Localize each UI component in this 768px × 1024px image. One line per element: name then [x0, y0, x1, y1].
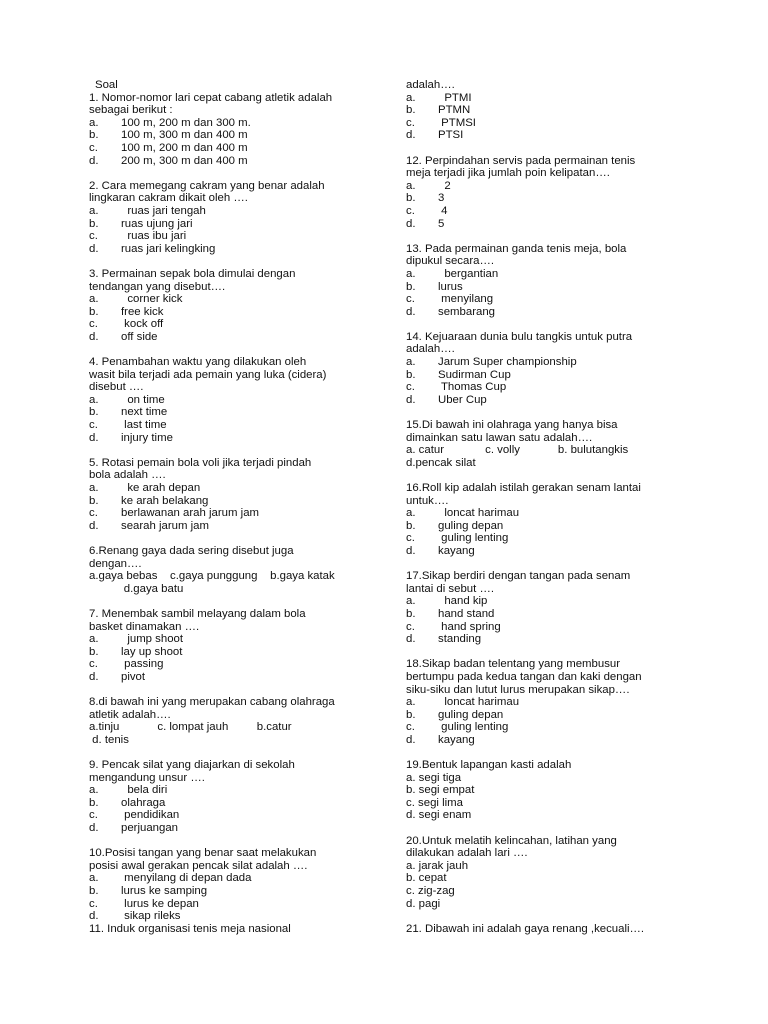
question-stem: 7. Menembak sambil melayang dalam bola basket dinamakan …. — [89, 607, 306, 633]
option-letter: a. — [406, 179, 416, 192]
answer-option — [89, 658, 379, 671]
option-letter: b. — [406, 104, 416, 117]
option-text: standing — [438, 633, 482, 646]
option-text: menyilang di depan dada — [121, 872, 252, 885]
option-text: on time — [121, 393, 165, 406]
option-text: sembarang — [438, 305, 495, 318]
answer-option — [89, 910, 379, 923]
answer-option — [89, 205, 379, 218]
answer-option — [89, 809, 379, 822]
answer-option — [89, 293, 379, 306]
answer-option — [89, 872, 379, 885]
answer-option — [406, 293, 696, 306]
question-item — [406, 482, 696, 558]
inline-answer-options: d.pencak silat — [406, 456, 476, 469]
option-letter: d. — [89, 519, 99, 532]
answer-option — [406, 268, 696, 281]
option-letter: b. — [406, 708, 416, 721]
question-stem: 1. Nomor-nomor lari cepat cabang atletik adalah sebagai berikut : — [89, 91, 333, 117]
option-text: Thomas Cup — [438, 381, 507, 394]
answer-option — [406, 306, 696, 319]
answer-option — [406, 608, 696, 621]
answer-option — [89, 822, 379, 835]
option-text: zig-zag — [418, 885, 455, 897]
answer-option — [89, 230, 379, 243]
answer-option — [406, 898, 696, 911]
question-stem: 15.Di bawah ini olahraga yang hanya bisa dimainkan satu lawan satu adalah…. — [406, 419, 618, 444]
question-stem: 14. Kejuaraan dunia bulu tangkis untuk putra adalah…. — [406, 330, 633, 356]
question-stem: 10.Posisi tangan yang benar saat melakukan posisi awal gerakan pencak silat adalah …. — [89, 847, 317, 872]
option-text: ruas jari kelingking — [121, 242, 216, 255]
option-text: off side — [121, 330, 158, 343]
option-text: 100 m, 300 m dan 400 m — [121, 129, 248, 142]
question-item — [89, 545, 379, 595]
option-letter: a. — [89, 116, 99, 129]
option-text: pendidikan — [121, 809, 180, 822]
option-letter: d. — [406, 305, 416, 318]
option-letter: d. — [89, 431, 99, 444]
option-text: 4 — [438, 204, 448, 217]
option-letter: c. — [406, 116, 415, 129]
answer-option — [406, 180, 696, 193]
option-letter: a. — [89, 393, 99, 406]
option-text: passing — [121, 658, 164, 671]
answer-option — [406, 356, 696, 369]
inline-answer-options: a.tinju c. lompat jauh b.catur — [89, 721, 292, 734]
option-letter: a. — [89, 872, 99, 885]
option-letter: a. — [406, 507, 416, 520]
question-stem: 12. Perpindahan servis pada permainan tenis meja terjadi jika jumlah poin kelipatan…. — [406, 154, 636, 180]
option-letter: d. — [89, 910, 99, 923]
question-item — [406, 759, 696, 822]
option-text: kayang — [438, 544, 475, 557]
answer-option — [89, 633, 379, 646]
option-letter: a. — [89, 204, 99, 217]
option-letter: a. — [406, 356, 416, 369]
option-text: ke arah depan — [121, 482, 201, 494]
answer-option — [406, 885, 696, 898]
inline-answer-options: a.gaya bebas c.gaya punggung b.gaya katak — [89, 570, 335, 583]
question-item — [89, 923, 379, 936]
question-item — [89, 847, 379, 923]
answer-option — [89, 797, 379, 810]
answer-option — [406, 860, 696, 873]
option-letter: d. — [89, 330, 99, 343]
option-text: searah jarum jam — [121, 519, 209, 532]
option-text: cepat — [418, 872, 447, 885]
answer-option — [89, 432, 379, 445]
question-stem: 18.Sikap badan telentang yang membusur bertumpu pada kedua tangan dan kaki dengan siku-siku dan lutut lurus merupakan sikap…. — [406, 658, 642, 696]
answer-option — [406, 872, 696, 885]
option-letter: c. — [406, 796, 415, 809]
answer-option — [89, 331, 379, 344]
answer-option — [406, 545, 696, 558]
left-column — [89, 79, 379, 948]
option-text: last time — [121, 419, 167, 432]
option-letter: c. — [89, 507, 98, 520]
option-text: hand stand — [438, 607, 495, 620]
option-text: PTMN — [438, 104, 471, 117]
option-text: next time — [121, 406, 168, 419]
answer-option — [406, 394, 696, 407]
question-item — [89, 356, 379, 444]
option-text: 5 — [438, 217, 445, 230]
option-letter: c. — [406, 885, 415, 897]
option-text: ke arah belakang — [121, 494, 209, 507]
answer-option — [89, 129, 379, 142]
option-text: olahraga — [121, 796, 166, 809]
inline-answer-options: d.gaya batu — [89, 582, 184, 595]
option-letter: b. — [89, 406, 99, 419]
option-text: berlawanan arah jarum jam — [121, 507, 260, 520]
option-letter: b. — [89, 494, 99, 507]
option-letter: d. — [89, 822, 99, 835]
option-letter: d. — [89, 670, 99, 683]
option-letter: c. — [89, 141, 98, 154]
question-item — [406, 419, 696, 469]
question-stem: 11. Induk organisasi tenis meja nasional — [89, 922, 291, 935]
question-item — [406, 79, 696, 142]
answer-option — [89, 142, 379, 155]
answer-option — [406, 621, 696, 634]
option-letter: c. — [406, 721, 415, 734]
option-letter: d. — [406, 544, 416, 557]
question-item — [89, 180, 379, 256]
option-text: guling lenting — [438, 721, 509, 734]
option-text: lurus ke depan — [121, 897, 199, 910]
option-letter: a. — [89, 633, 99, 646]
option-letter: c. — [89, 809, 98, 822]
option-text: segi enam — [418, 809, 472, 822]
option-letter: a. — [406, 91, 416, 104]
option-text: Sudirman Cup — [438, 368, 511, 381]
answer-option — [89, 885, 379, 898]
option-letter: c. — [89, 230, 98, 243]
inline-answer-options: d. tenis — [89, 733, 129, 746]
option-text: lurus — [438, 280, 463, 293]
option-text: segi empat — [418, 784, 475, 797]
question-item — [89, 696, 379, 746]
answer-option — [406, 369, 696, 382]
question-item — [406, 835, 696, 911]
option-letter: b. — [406, 872, 416, 885]
question-stem: 9. Pencak silat yang diajarkan di sekolah mengandung unsur …. — [89, 759, 295, 784]
answer-option — [406, 797, 696, 810]
option-letter: b. — [406, 607, 416, 620]
option-text: PTMSI — [438, 116, 476, 129]
option-letter: b. — [89, 645, 99, 658]
answer-option — [89, 318, 379, 331]
answer-option — [406, 809, 696, 822]
option-letter: c. — [89, 897, 98, 910]
answer-option — [406, 784, 696, 797]
answer-option — [406, 696, 696, 709]
question-item — [89, 268, 379, 344]
question-item — [406, 155, 696, 231]
right-question-list — [406, 79, 696, 935]
question-stem: 17.Sikap berdiri dengan tangan pada senam lantai di sebut …. — [406, 570, 631, 595]
question-item — [406, 923, 696, 936]
option-text: hand spring — [438, 620, 501, 633]
question-item — [406, 243, 696, 319]
option-letter: c. — [89, 318, 98, 331]
question-item — [89, 92, 379, 168]
answer-option — [406, 721, 696, 734]
option-text: ruas ibu jari — [121, 230, 187, 243]
option-text: hand kip — [438, 595, 488, 608]
option-letter: d. — [89, 242, 99, 255]
answer-option — [406, 129, 696, 142]
question-stem: 8.di bawah ini yang merupakan cabang olahraga atletik adalah…. — [89, 696, 335, 721]
option-letter: a. — [89, 784, 99, 797]
option-letter: c. — [89, 658, 98, 671]
option-letter: c. — [89, 419, 98, 432]
option-letter: a. — [406, 696, 416, 709]
option-text: guling depan — [438, 519, 504, 532]
option-letter: d. — [406, 897, 416, 910]
answer-option — [89, 784, 379, 797]
option-text: sikap rileks — [121, 910, 181, 923]
option-letter: c. — [406, 293, 415, 306]
option-letter: a. — [406, 859, 416, 872]
option-letter: d. — [406, 809, 416, 822]
option-text: PTMI — [438, 91, 472, 104]
option-letter: b. — [89, 885, 99, 897]
option-letter: a. — [406, 595, 416, 608]
question-stem: 21. Dibawah ini adalah gaya renang ,kecuali…. — [406, 922, 645, 935]
question-item — [89, 457, 379, 533]
option-text: 100 m, 200 m dan 300 m. — [121, 116, 251, 129]
answer-option — [406, 507, 696, 520]
option-text: perjuangan — [121, 822, 179, 835]
answer-option — [89, 898, 379, 911]
option-text: segi tiga — [418, 771, 462, 784]
question-item — [406, 570, 696, 646]
question-stem: 3. Permainan sepak bola dimulai dengan tendangan yang disebut…. — [89, 267, 296, 293]
question-item — [406, 331, 696, 407]
option-text: Jarum Super championship — [438, 356, 577, 369]
option-letter: b. — [89, 305, 99, 318]
right-column — [406, 79, 696, 948]
option-text: 100 m, 200 m dan 400 m — [121, 141, 248, 154]
option-text: kock off — [121, 318, 164, 331]
option-letter: b. — [406, 192, 416, 205]
answer-option — [406, 92, 696, 105]
option-text: bergantian — [438, 267, 499, 280]
question-item — [89, 608, 379, 684]
answer-option — [89, 243, 379, 256]
option-text: free kick — [121, 305, 164, 318]
option-letter: b. — [89, 796, 99, 809]
answer-option — [89, 155, 379, 168]
answer-option — [89, 406, 379, 419]
question-stem: 20.Untuk melatih kelincahan, latihan yang dilakukan adalah lari …. — [406, 834, 617, 860]
option-letter: b. — [406, 368, 416, 381]
question-stem: 6.Renang gaya dada sering disebut juga dengan…. — [89, 544, 294, 570]
option-text: jump shoot — [121, 633, 184, 646]
option-letter: d. — [406, 129, 416, 142]
option-letter: c. — [406, 204, 415, 217]
option-text: pagi — [418, 897, 441, 910]
answer-option — [406, 532, 696, 545]
answer-option — [406, 117, 696, 130]
answer-option — [406, 104, 696, 117]
option-letter: a. — [406, 771, 416, 784]
answer-option — [89, 671, 379, 684]
option-text: ruas ujung jari — [121, 217, 193, 230]
option-text: lay up shoot — [121, 645, 183, 658]
option-letter: c. — [406, 620, 415, 633]
option-letter: d. — [406, 733, 416, 746]
question-stem: 13. Pada permainan ganda tenis meja, bola dipukul secara…. — [406, 242, 627, 268]
option-letter: b. — [89, 217, 99, 230]
option-text: pivot — [121, 670, 146, 683]
answer-option — [89, 507, 379, 520]
option-text: kayang — [438, 733, 475, 746]
answer-option — [89, 306, 379, 319]
option-letter: d. — [406, 393, 416, 406]
answer-option — [406, 381, 696, 394]
option-text: injury time — [121, 431, 173, 444]
option-text: 3 — [438, 192, 445, 205]
question-item — [406, 658, 696, 746]
option-text: ruas jari tengah — [121, 204, 206, 217]
option-text: PTSI — [438, 129, 464, 142]
answer-option — [89, 495, 379, 508]
inline-answer-options: a. catur c. volly b. bulutangkis — [406, 444, 629, 457]
answer-option — [89, 419, 379, 432]
answer-option — [89, 394, 379, 407]
answer-option — [406, 772, 696, 785]
option-letter: b. — [406, 519, 416, 532]
option-letter: d. — [89, 154, 99, 167]
option-text: lurus ke samping — [121, 885, 208, 897]
option-letter: a. — [89, 482, 99, 494]
option-text: Uber Cup — [438, 393, 487, 406]
option-text: loncat harimau — [438, 507, 520, 520]
left-question-list — [89, 92, 379, 936]
option-text: jarak jauh — [418, 859, 469, 872]
option-text: 200 m, 300 m dan 400 m — [121, 154, 248, 167]
answer-option — [406, 520, 696, 533]
option-text: bela diri — [121, 784, 168, 797]
answer-option — [406, 709, 696, 722]
option-text: 2 — [438, 179, 451, 192]
option-text: menyilang — [438, 293, 494, 306]
option-letter: d. — [406, 633, 416, 646]
answer-option — [89, 520, 379, 533]
page-title: Soal — [95, 79, 118, 91]
option-letter: a. — [406, 267, 416, 280]
option-text: corner kick — [121, 293, 183, 306]
question-stem: 2. Cara memegang cakram yang benar adalah lingkaran cakram dikait oleh …. — [89, 179, 325, 205]
answer-option — [406, 205, 696, 218]
answer-option — [89, 117, 379, 130]
option-letter: d. — [406, 217, 416, 230]
answer-option — [89, 482, 379, 495]
option-text: guling lenting — [438, 532, 509, 545]
answer-option — [406, 734, 696, 747]
question-stem: 16.Roll kip adalah istilah gerakan senam lantai untuk…. — [406, 482, 641, 507]
question-item — [89, 759, 379, 835]
question-stem: 5. Rotasi pemain bola voli jika terjadi pindah bola adalah …. — [89, 456, 312, 482]
answer-option — [406, 633, 696, 646]
question-stem: adalah…. — [406, 79, 455, 91]
option-letter: c. — [406, 381, 415, 394]
answer-option — [406, 218, 696, 231]
option-letter: c. — [406, 532, 415, 545]
option-letter: b. — [89, 129, 99, 142]
option-letter: a. — [89, 293, 99, 306]
option-letter: b. — [406, 280, 416, 293]
option-text: segi lima — [418, 796, 463, 809]
option-letter: b. — [406, 784, 416, 797]
question-stem: 19.Bentuk lapangan kasti adalah — [406, 759, 572, 772]
answer-option — [406, 281, 696, 294]
answer-option — [89, 218, 379, 231]
answer-option — [406, 192, 696, 205]
answer-option — [406, 595, 696, 608]
question-stem: 4. Penambahan waktu yang dilakukan oleh wasit bila terjadi ada pemain yang luka (cidera) disebut …. — [89, 356, 327, 394]
answer-option — [89, 646, 379, 659]
option-text: guling depan — [438, 708, 504, 721]
option-text: loncat harimau — [438, 696, 520, 709]
